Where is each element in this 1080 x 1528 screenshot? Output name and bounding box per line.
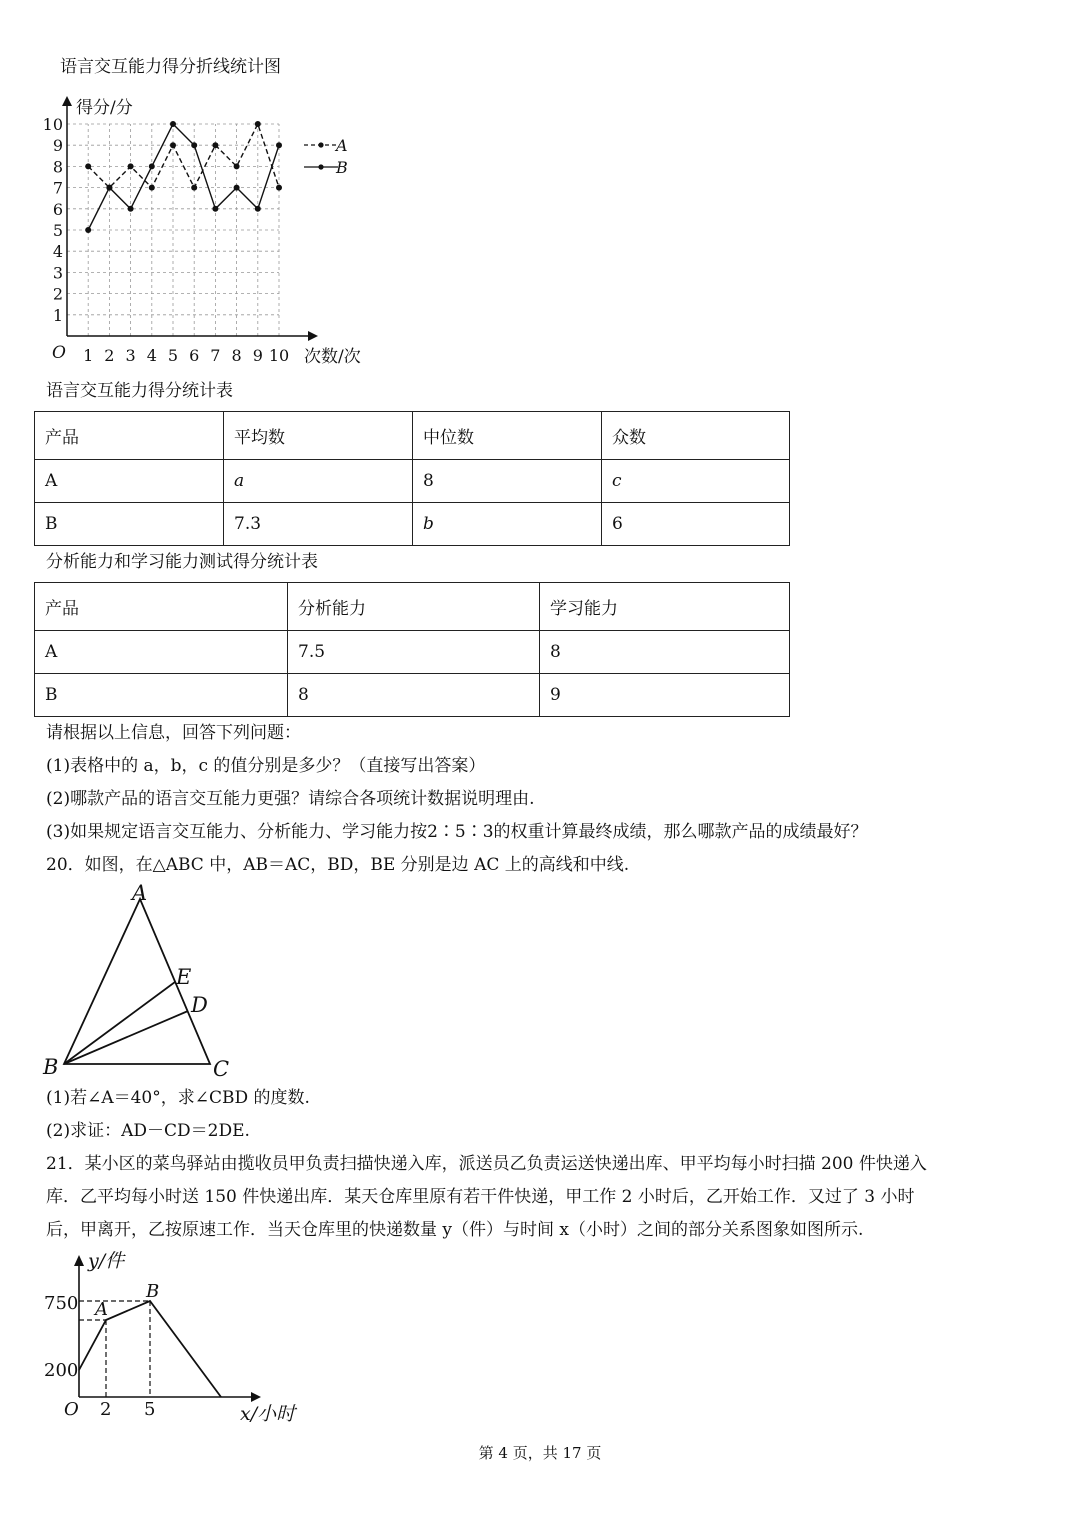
point-label-d: D <box>191 993 208 1017</box>
table1-caption: 语言交互能力得分统计表 <box>46 381 233 401</box>
y-tick-label: 10 <box>42 115 63 134</box>
table-header-cell: 众数 <box>602 412 790 460</box>
legend-b: B <box>336 158 348 177</box>
series-point-a <box>255 121 261 127</box>
table-header-cell: 产品 <box>35 412 224 460</box>
q21-line2: 库．乙平均每小时送 150 件快递出库．某天仓库里原有若干件快递，甲工作 2 小时后，乙开始工作．又过了 3 小时 <box>46 1187 915 1207</box>
origin-label: O <box>52 343 66 363</box>
y-tick-label: 5 <box>52 221 63 240</box>
series-point-a <box>212 142 218 148</box>
q19-part3: (3)如果规定语言交互能力、分析能力、学习能力按2∶5∶3的权重计算最终成绩，那么哪款产品的成绩最好？ <box>46 822 868 842</box>
q20-part1: (1)若∠A＝40°，求∠CBD 的度数. <box>46 1088 310 1108</box>
x-tick-label: 5 <box>167 346 179 365</box>
y-tick-750: 750 <box>44 1293 79 1314</box>
x-axis-label: 次数/次 <box>304 347 361 367</box>
legend-a: A <box>336 136 348 155</box>
y-axis-label: y/件 <box>88 1250 125 1272</box>
series-point-a <box>276 185 282 191</box>
chart-tick-labels <box>43 115 290 365</box>
x-tick-label: 10 <box>268 346 290 365</box>
table-cell: 9 <box>540 674 790 717</box>
x-axis-label: x/小时 <box>240 1403 296 1425</box>
series-point-b <box>128 206 134 212</box>
q21-line3: 后，甲离开，乙按原速工作．当天仓库里的快递数量 y（件）与时间 x（小时）之间的部分关系图象如图所示. <box>46 1220 864 1240</box>
q20-stem: 20．如图，在△ABC 中，AB＝AC，BD，BE 分别是边 AC 上的高线和中线. <box>46 855 630 875</box>
table2-caption: 分析能力和学习能力测试得分统计表 <box>46 552 318 572</box>
q21-line1: 21．某小区的菜鸟驿站由揽收员甲负责扫描快递入库，派送员乙负责运送快递出库、甲平均每小时扫描 200 件快递入 <box>46 1154 927 1174</box>
vertex-label-b: B <box>43 1055 59 1079</box>
table-cell: A <box>35 460 224 503</box>
chart-title: 语言交互能力得分折线统计图 <box>60 57 281 77</box>
table-row <box>35 460 790 503</box>
x-axis-arrow <box>308 331 318 341</box>
y-axis-label: 得分/分 <box>76 98 133 118</box>
y-tick-label: 6 <box>52 199 63 219</box>
series-point-b <box>234 185 240 191</box>
chart-grid <box>67 124 279 336</box>
chart-series <box>85 121 282 233</box>
y-tick-label: 1 <box>52 305 63 325</box>
table-row <box>35 503 790 546</box>
table-cell: 8 <box>540 631 790 674</box>
y-tick-label: 9 <box>52 136 63 156</box>
table-cell: 8 <box>413 460 602 503</box>
table-header-row <box>35 412 790 460</box>
table-header-cell: 分析能力 <box>288 583 540 631</box>
x-tick-label: 6 <box>189 346 200 365</box>
table-header-cell: 学习能力 <box>540 583 790 631</box>
page-footer: 第 4 页，共 17 页 <box>478 1444 602 1462</box>
series-point-b <box>149 163 155 169</box>
delivery-graph <box>40 1245 320 1435</box>
table-cell: B <box>35 674 288 717</box>
table-header-cell: 产品 <box>35 583 288 631</box>
y-tick-label: 7 <box>52 178 63 198</box>
y-tick-200: 200 <box>44 1360 79 1381</box>
series-point-a <box>170 142 176 148</box>
table-cell: c <box>602 460 790 503</box>
table-cell: 7.5 <box>288 631 540 674</box>
x-tick-label: 4 <box>146 346 157 365</box>
chart-axes <box>62 96 318 341</box>
series-point-b <box>170 121 176 127</box>
x-tick-label: 9 <box>252 346 263 365</box>
point-label-a: A <box>95 1299 108 1320</box>
series-point-b <box>106 185 112 191</box>
x-tick-label: 1 <box>83 346 94 365</box>
series-point-b <box>191 142 197 148</box>
table-cell: 8 <box>288 674 540 717</box>
x-tick-2: 2 <box>100 1399 112 1420</box>
series-point-b <box>255 206 261 212</box>
q20-part2: (2)求证：AD－CD＝2DE. <box>46 1121 250 1141</box>
y-axis-arrow <box>62 96 72 106</box>
table-header-row <box>35 583 790 631</box>
y-tick-label: 2 <box>52 284 63 304</box>
series-line-a <box>88 124 279 188</box>
x-tick-label: 2 <box>104 346 115 365</box>
table-header-cell: 平均数 <box>224 412 413 460</box>
series-point-b <box>212 206 218 212</box>
score-table-1 <box>34 411 790 546</box>
series-point-b <box>276 142 282 148</box>
y-tick-label: 8 <box>52 157 63 177</box>
y-tick-label: 4 <box>52 242 63 262</box>
table-cell: 7.3 <box>224 503 413 546</box>
y-tick-label: 3 <box>52 263 63 283</box>
q19-part1: (1)表格中的 a，b，c 的值分别是多少？（直接写出答案） <box>46 756 486 776</box>
x-tick-label: 3 <box>125 346 136 365</box>
vertex-label-c: C <box>213 1057 230 1081</box>
q19-part2: (2)哪款产品的语言交互能力更强？请综合各项统计数据说明理由. <box>46 789 535 809</box>
score-table-2 <box>34 582 790 717</box>
series-point-a <box>234 163 240 169</box>
series-point-a <box>149 185 155 191</box>
series-point-a <box>85 163 91 169</box>
table-cell: b <box>413 503 602 546</box>
point-label-b: B <box>146 1281 160 1302</box>
table-header-cell: 中位数 <box>413 412 602 460</box>
point-label-e: E <box>176 965 192 989</box>
table-cell: a <box>224 460 413 503</box>
chart-legend <box>304 136 348 177</box>
vertex-label-a: A <box>132 881 148 905</box>
x-tick-label: 7 <box>210 346 221 365</box>
q19-intro: 请根据以上信息，回答下列问题： <box>46 723 301 743</box>
table-cell: A <box>35 631 288 674</box>
series-point-a <box>128 163 134 169</box>
line-chart <box>40 90 400 380</box>
series-point-b <box>85 227 91 233</box>
table-cell: 6 <box>602 503 790 546</box>
series-point-a <box>191 185 197 191</box>
table-cell: B <box>35 503 224 546</box>
x-tick-5: 5 <box>144 1399 156 1420</box>
table-row <box>35 674 790 717</box>
table-row <box>35 631 790 674</box>
origin-label: O <box>64 1399 79 1420</box>
triangle-diagram <box>40 880 280 1080</box>
x-tick-label: 8 <box>231 346 242 365</box>
